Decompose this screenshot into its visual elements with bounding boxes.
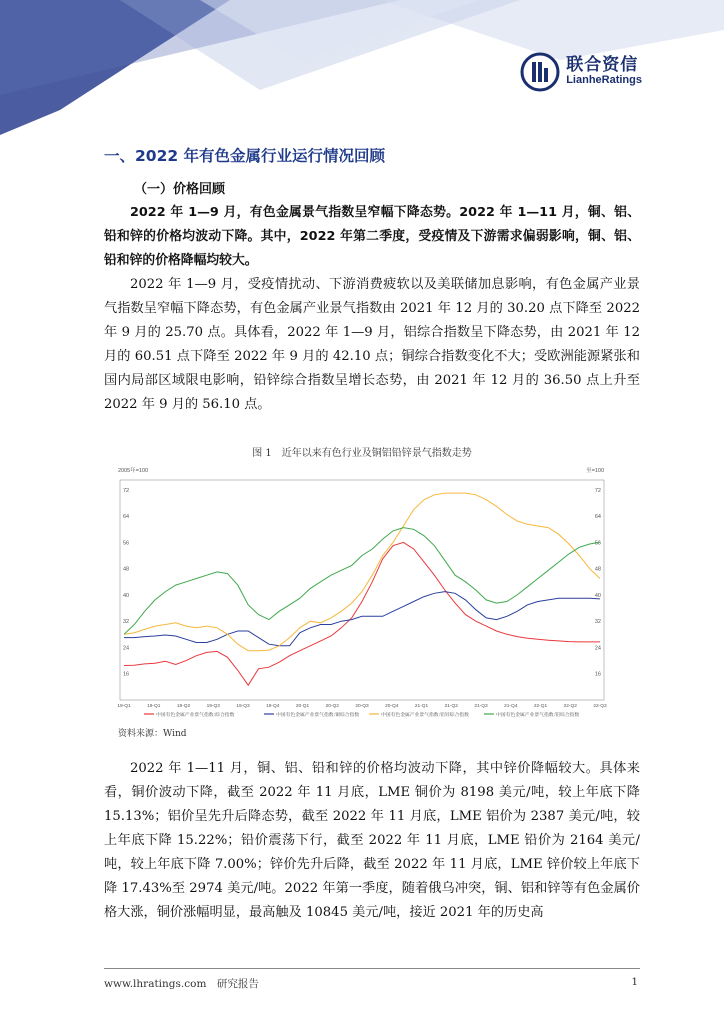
x-tick-label: 22-Q2	[563, 704, 577, 709]
y-tick-right: 24	[594, 645, 601, 652]
legend-label-4: 中国有色金属产业景气指数:铝综合指数	[496, 713, 580, 718]
summary-paragraph: 2022 年 1—9 月，有色金属景气指数呈窄幅下降态势。2022 年 1—11 月，铜、铝、铅和锌的价格均波动下降。其中，2022 年第二季度，受疫情及下游需求偏弱影响，铜、铝、铅和锌的价格降幅均较大。	[104, 205, 640, 268]
y-tick-left: 24	[123, 645, 130, 652]
y-tick-left: 32	[123, 619, 130, 626]
x-tick-label: 22-Q3	[593, 704, 607, 709]
x-tick-label: 20-Q3	[355, 704, 369, 709]
left-axis-label: 2005年=100	[118, 468, 149, 474]
y-tick-right: 56	[594, 540, 601, 547]
y-tick-right: 64	[594, 514, 601, 521]
y-tick-right: 40	[594, 592, 601, 599]
right-axis-label: 至=100	[586, 468, 604, 474]
index-trend-chart	[104, 460, 624, 722]
y-tick-left: 40	[123, 592, 130, 599]
y-tick-left: 64	[123, 514, 130, 521]
x-tick-label: 19-Q1	[147, 704, 161, 709]
x-tick-label: 19-Q1	[117, 704, 131, 709]
x-tick-label: 21-Q3	[474, 704, 488, 709]
y-tick-right: 48	[594, 566, 601, 573]
body-paragraph-1: 2022 年 1—9 月，受疫情扰动、下游消费疲软以及美联储加息影响，有色金属产业景气指数呈窄幅下降态势，有色金属产业景气指数由 2021 年 12 月的 30.20 点下降至 2022 年 9 月的 25.70 点。具体看，2022 年 1—9 月，铝综合指数呈下降态势，由 2021 年 12 月的 60.51 点下降至 2022 年 9 月的 42.10 点；铜综合指数变化不大；受欧洲能源紧张和国内局部区域限电影响，铅锌综合指数呈增长态势，由 2021 年 12 月的 36.50 点上升至 2022 年 9 月的 56.10 点。	[104, 277, 640, 412]
series-line-2	[124, 592, 600, 646]
figure-caption: 图 1 近年以来有色行业及铜铝铅锌景气指数走势	[252, 448, 472, 459]
logo-cn-text: 联合资信	[566, 55, 639, 76]
x-tick-label: 20-Q1	[295, 704, 310, 709]
x-tick-label: 19-Q3	[206, 704, 220, 709]
plot-frame	[120, 480, 604, 700]
y-tick-left: 48	[123, 566, 130, 573]
x-tick-label: 21-Q1	[414, 704, 429, 709]
series-line-3	[124, 493, 600, 651]
x-tick-label: 20-Q4	[385, 704, 399, 709]
x-tick-label: 20-Q2	[325, 704, 339, 709]
x-tick-label: 19-Q3	[236, 704, 250, 709]
section-subtitle: （一）价格回顾	[134, 182, 226, 197]
x-tick-label: 19-Q4	[266, 704, 280, 709]
x-tick-label: 19-Q2	[176, 704, 191, 709]
logo-en-text: LianheRatings	[566, 74, 642, 87]
legend-label-2: 中国有色金属产业景气指数:铜综合指数	[276, 713, 360, 718]
x-tick-label: 21-Q4	[504, 704, 518, 709]
logo-icon	[520, 52, 560, 92]
x-tick-label: 21-Q2	[444, 704, 458, 709]
page-number: 1	[631, 976, 638, 988]
legend-label-1: 中国有色金属产业景气指数:综合指数	[156, 713, 235, 718]
body-paragraph-2: 2022 年 1—11 月，铜、铝、铅和锌的价格均波动下降，其中锌价降幅较大。具体来看，铜价波动下降，截至 2022 年 11 月底，LME 铜价为 8198 美元/吨，较上年底下降 15.13%；铝价呈先升后降态势，截至 2022 年 11 月底，LME 铝价为 2387 美元/吨，较上年底下降 15.22%；铅价震荡下行，截至 2022 年 11 月底，LME 铅价为 2164 美元/吨，较上年底下降 7.00%；锌价先升后降，截至 2022 年 11 月底，LME 锌价较上年底下降 17.43%至 2974 美元/吨。2022 年第一季度，随着俄乌冲突，铜、铝和锌等有色金属价格大涨，铜价涨幅明显，最高触及 10845 美元/吨，接近 2021 年的历史高	[104, 761, 640, 920]
y-tick-left: 72	[123, 487, 130, 494]
y-tick-left: 56	[123, 540, 130, 547]
y-tick-left: 16	[123, 671, 130, 678]
series-line-4	[124, 528, 600, 635]
x-tick-label: 22-Q1	[533, 704, 548, 709]
legend-label-3: 中国有色金属产业景气指数:铅锌综合指数	[381, 713, 469, 718]
figure-source: 资料来源：Wind	[118, 729, 187, 739]
footer-website: www.lhratings.com 研究报告	[104, 978, 259, 990]
y-tick-right: 72	[594, 487, 601, 494]
y-tick-right: 16	[594, 671, 601, 678]
y-tick-right: 32	[594, 619, 601, 626]
footer-divider	[104, 968, 640, 969]
company-logo	[520, 52, 642, 92]
series-line-1	[124, 542, 600, 685]
section-title: 一、2022 年有色金属行业运行情况回顾	[104, 147, 386, 165]
